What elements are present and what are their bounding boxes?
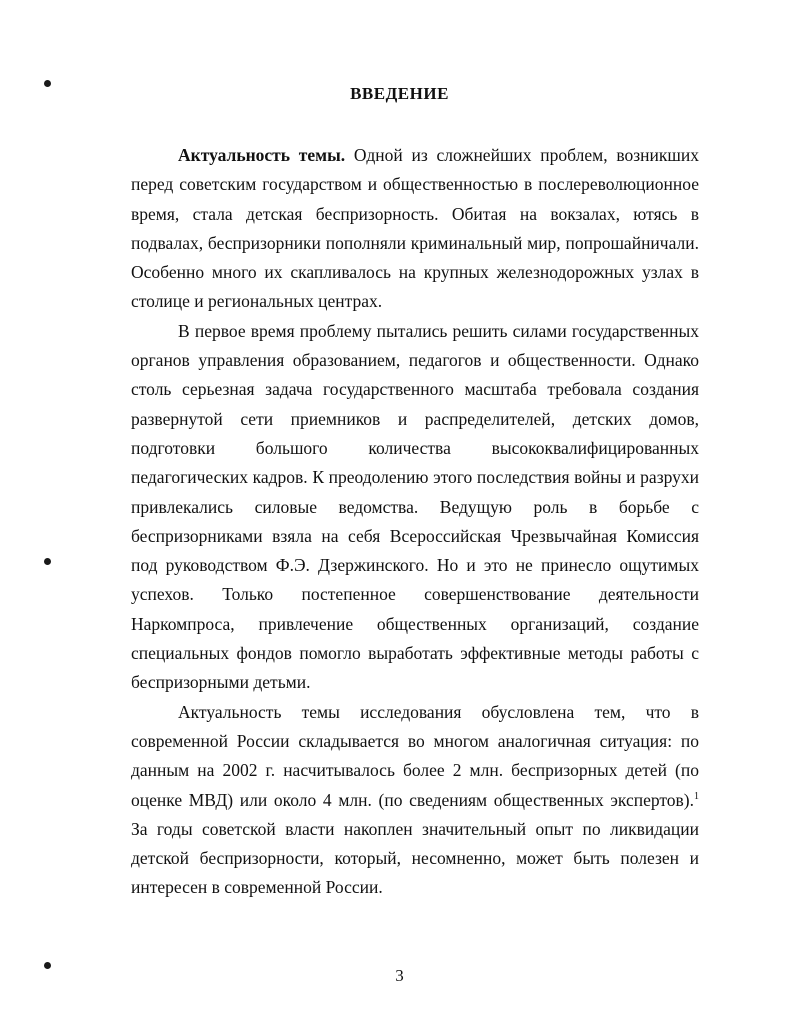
page-heading: ВВЕДЕНИЕ	[350, 84, 449, 103]
page-number: 3	[395, 966, 404, 985]
body-text	[131, 141, 699, 903]
paragraph-relevance	[131, 141, 699, 317]
paragraph-lead-term: Актуальность темы.	[178, 145, 346, 165]
paragraph-text: В первое время проблему пытались решить силами государственных органов управления образованием, педагогов и общественности. Однако столь серьезная задача государственного масштаба требовала создания развернутой сети приемников и распределителей, детских домов, подготовки большого количества высококвалифицированных педагогических кадров. К преодолению этого последствия войны и разрухи привлекались силовые ведомства. Ведущую роль в борьбе с беспризорниками взяла на себя Всероссийская Чрезвычайная Комиссия под руководством Ф.Э. Дзержинского. Но и это не принесло ощутимых успехов. Только постепенное совершенствование деятельности Наркомпроса, привлечение общественных организаций, создание специальных фондов помогло выработать эффективные методы работы с беспризорными детьми.	[131, 320, 699, 693]
paragraph-text: Актуальность темы исследования обусловлена тем, что в современной России складывается во многом аналогичная ситуация: по данным на 2002 г. насчитывалось более 2 млн. беспризорных детей (по оценке МВД) или около 4 млн. (по сведениям общественных экспертов).	[131, 701, 699, 810]
footnote-reference: 1	[694, 790, 699, 802]
paragraph-history	[131, 317, 699, 698]
paragraph-text: Одной из сложнейших проблем, возникших перед советским государством и общественностью в послереволюционное время, стала детская беспризорность. Обитая на вокзалах, ютясь в подвалах, беспризорники пополняли криминальный мир, попрошайничали. Особенно много их скапливалось на крупных железнодорожных узлах в столице и региональных центрах.	[131, 145, 699, 312]
binding-hole-mark	[44, 558, 51, 565]
paragraph-text: За годы советской власти накоплен значительный опыт по ликвидации детской беспризорности, который, несомненно, может быть полезен и интересен в современной России.	[131, 818, 699, 898]
paragraph-modern-context	[131, 698, 699, 903]
